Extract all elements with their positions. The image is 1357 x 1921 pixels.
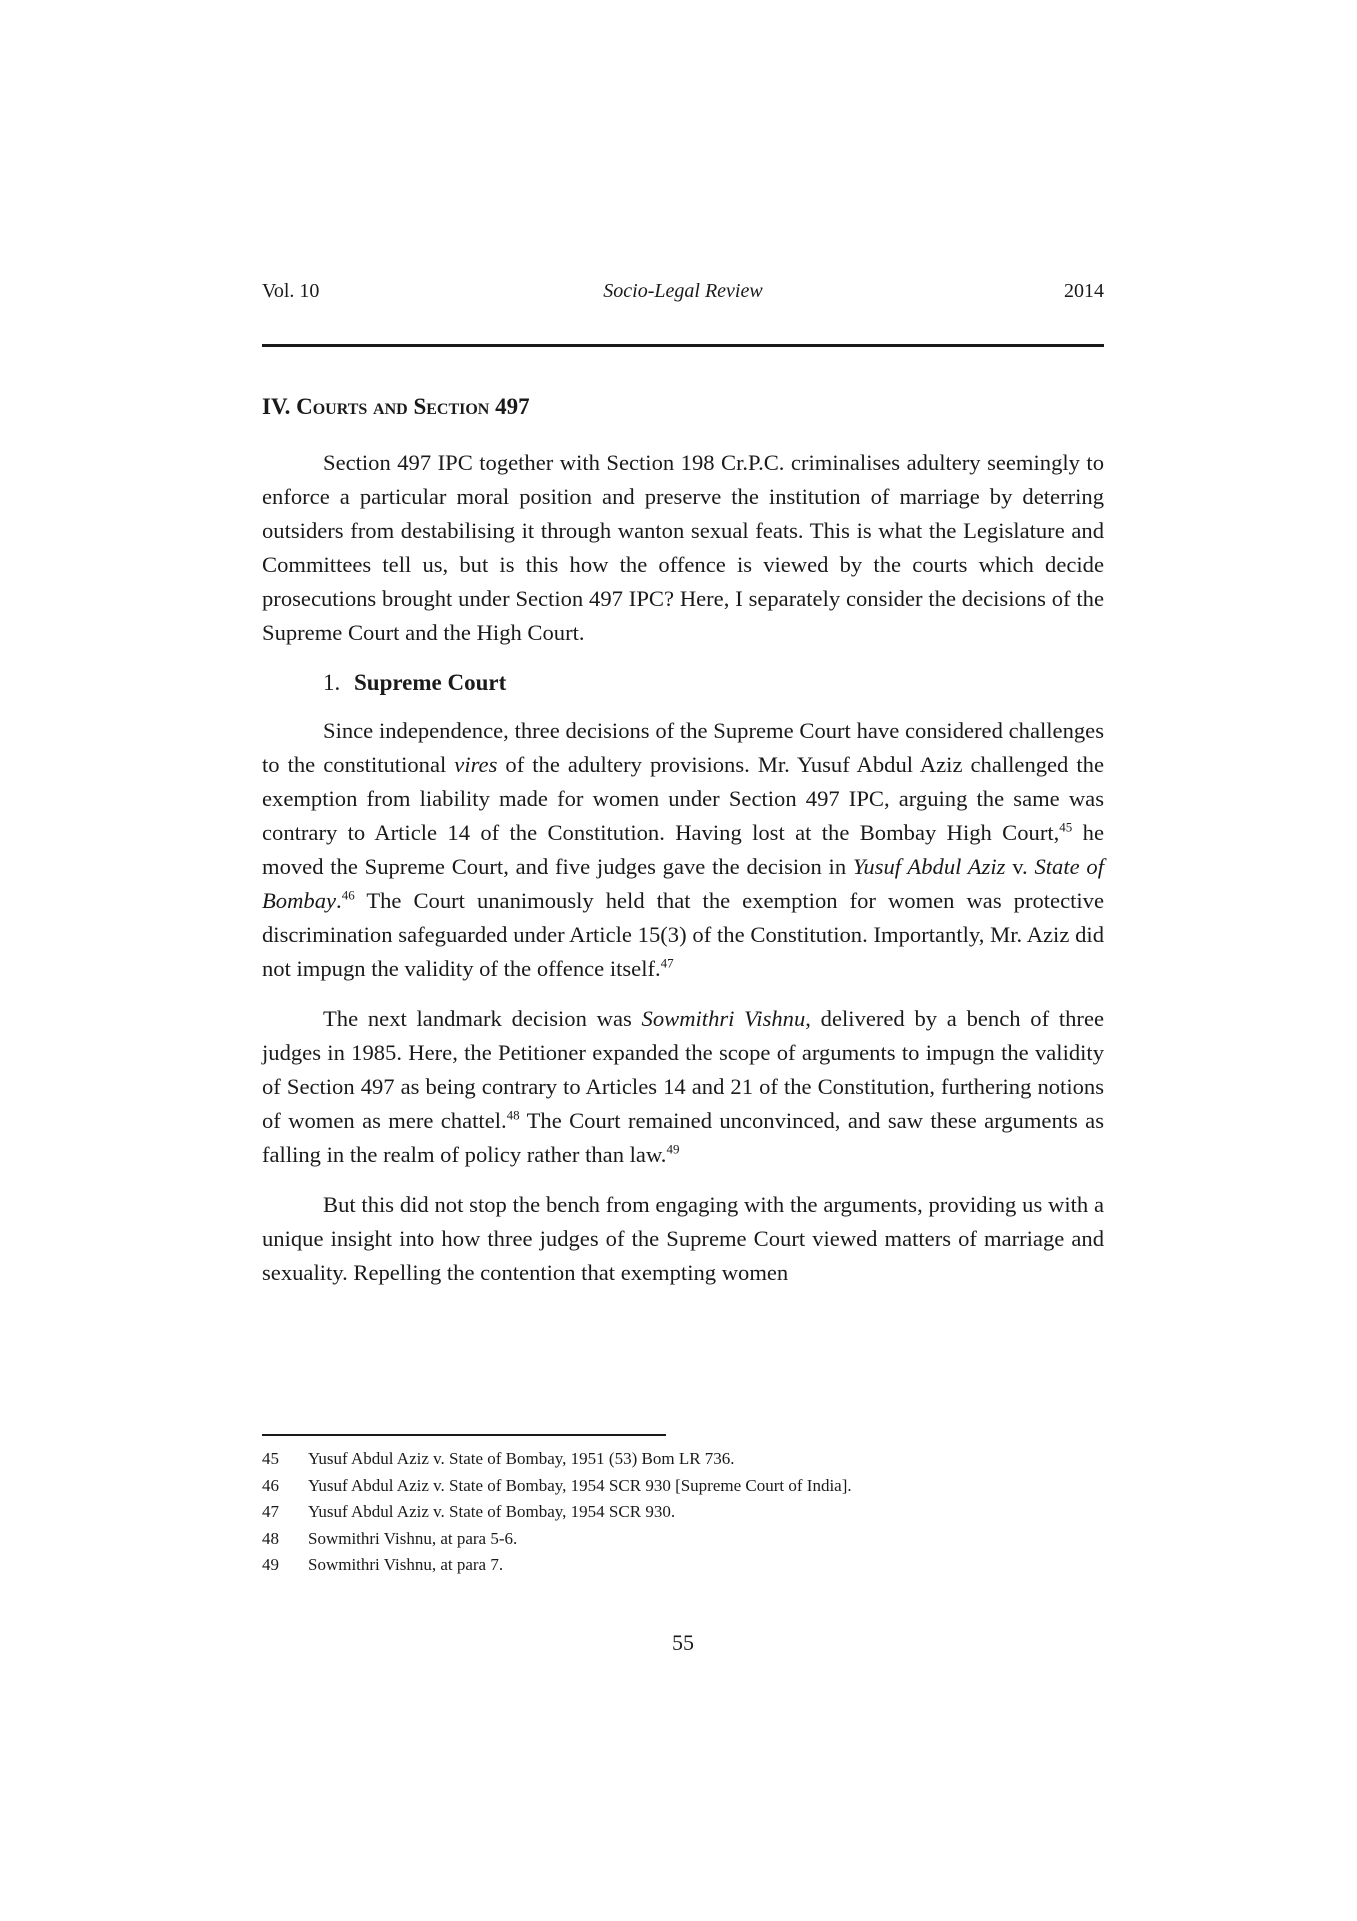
subsection-heading — [323, 666, 1104, 700]
paragraph-intro: Section 497 IPC together with Section 198 Cr.P.C. criminalises adultery seemingly to enforce a particular moral position and preserve the institution of marriage by deterring outsiders from destabilising it through wanton sexual feats. This is what the Legislature and Committees tell us, but is this how the offence is viewed by the courts which decide prosecutions brought under Section 497 IPC? Here, I separately consider the decisions of the Supreme Court and the High Court. — [262, 450, 1104, 645]
volume-label: Vol. 10 — [262, 280, 320, 302]
text-run: , delivered by a bench of three judges in 1985. Here, the Petitioner expanded the scope of arguments to impugn the validity of Section 497 as being contrary to Articles 14 and 21 of the Constitution, furthering notions of women as mere chattel. — [262, 1006, 1104, 1133]
footnote-text: Yusuf Abdul Aziz v. State of Bombay, 1954 SCR 930. — [308, 1502, 676, 1521]
subsection-title: Supreme Court — [354, 670, 507, 695]
footnote — [262, 1473, 1104, 1500]
text-run: of the adultery provisions. Mr. Yusuf Abdul Aziz challenged the exemption from liability made for women under Section 497 IPC, arguing the same was contrary to Article 14 of the Constitution. Having lost at the Bombay High Court, — [262, 752, 1104, 845]
text-run: . — [336, 888, 342, 913]
footnote-text: Sowmithri Vishnu, at para 5-6. — [308, 1528, 518, 1548]
footnotes — [262, 1446, 1104, 1579]
footnote-text: Yusuf Abdul Aziz v. State of Bombay, 1951 (53) Bom LR 736. — [308, 1449, 735, 1468]
footnote-number: 49 — [262, 1555, 279, 1574]
footnote — [262, 1526, 1104, 1553]
footnote-rule — [262, 1434, 666, 1436]
footnote-number: 45 — [262, 1449, 279, 1468]
case-name: Sowmithri Vishnu — [641, 1006, 806, 1031]
footnote-text: Sowmithri Vishnu, at para 7. — [308, 1555, 504, 1574]
text-run: Since independence, three decisions of the Supreme Court have considered challenges to the constitutional — [262, 718, 1104, 777]
subsection-number: 1. — [323, 670, 341, 695]
case-name: Yusuf Abdul Aziz — [852, 854, 1006, 879]
italic-term: vires — [454, 752, 498, 777]
footnote-number: 46 — [262, 1475, 279, 1495]
footnote-ref[interactable]: 47 — [660, 955, 674, 971]
footnote-number: 48 — [262, 1528, 279, 1548]
section-title: Courts and Section 497 — [296, 394, 530, 419]
text-run: The Court remained unconvinced, and saw these arguments as falling in the realm of policy rather than law. — [262, 1108, 1105, 1167]
case-name: State of Bombay — [262, 854, 1104, 913]
year-label: 2014 — [1064, 280, 1104, 302]
journal-title: Socio-Legal Review — [603, 280, 763, 302]
footnote-number: 47 — [262, 1502, 279, 1521]
paragraph-insight: But this did not stop the bench from engaging with the arguments, providing us with a unique insight into how three judges of the Supreme Court viewed matters of marriage and sexuality. Repelling the contention that exempting women — [262, 1192, 1104, 1285]
header-rule — [262, 344, 1104, 347]
footnote-ref[interactable]: 48 — [506, 1107, 520, 1123]
footnote — [262, 1446, 1104, 1473]
footnote-ref[interactable]: 49 — [666, 1141, 680, 1157]
article-body — [262, 390, 1104, 1306]
running-header — [262, 280, 1104, 310]
paragraph-aziz — [262, 714, 1104, 986]
footnote-text: Yusuf Abdul Aziz v. State of Bombay, 1954 SCR 930 [Supreme Court of India]. — [308, 1475, 852, 1495]
footnote — [262, 1499, 1104, 1526]
footnote — [262, 1552, 1104, 1579]
footnote-ref[interactable]: 45 — [1059, 819, 1073, 835]
section-numeral: IV. — [262, 394, 291, 419]
section-heading — [262, 390, 1104, 424]
footnote-ref[interactable]: 46 — [341, 887, 355, 903]
text-run: he moved the Supreme Court, and five judges gave the decision in — [262, 820, 1104, 879]
text-run: The Court unanimously held that the exemption for women was protective discrimination safeguarded under Article 15(3) of the Constitution. Importantly, Mr. Aziz did not impugn the validity of the offence itself. — [262, 888, 1104, 981]
page-number: 55 — [672, 1630, 694, 1655]
text-run: The next landmark decision was — [323, 1006, 642, 1031]
text-run: v. — [1005, 854, 1035, 879]
paragraph-sowmithri — [262, 1002, 1104, 1172]
